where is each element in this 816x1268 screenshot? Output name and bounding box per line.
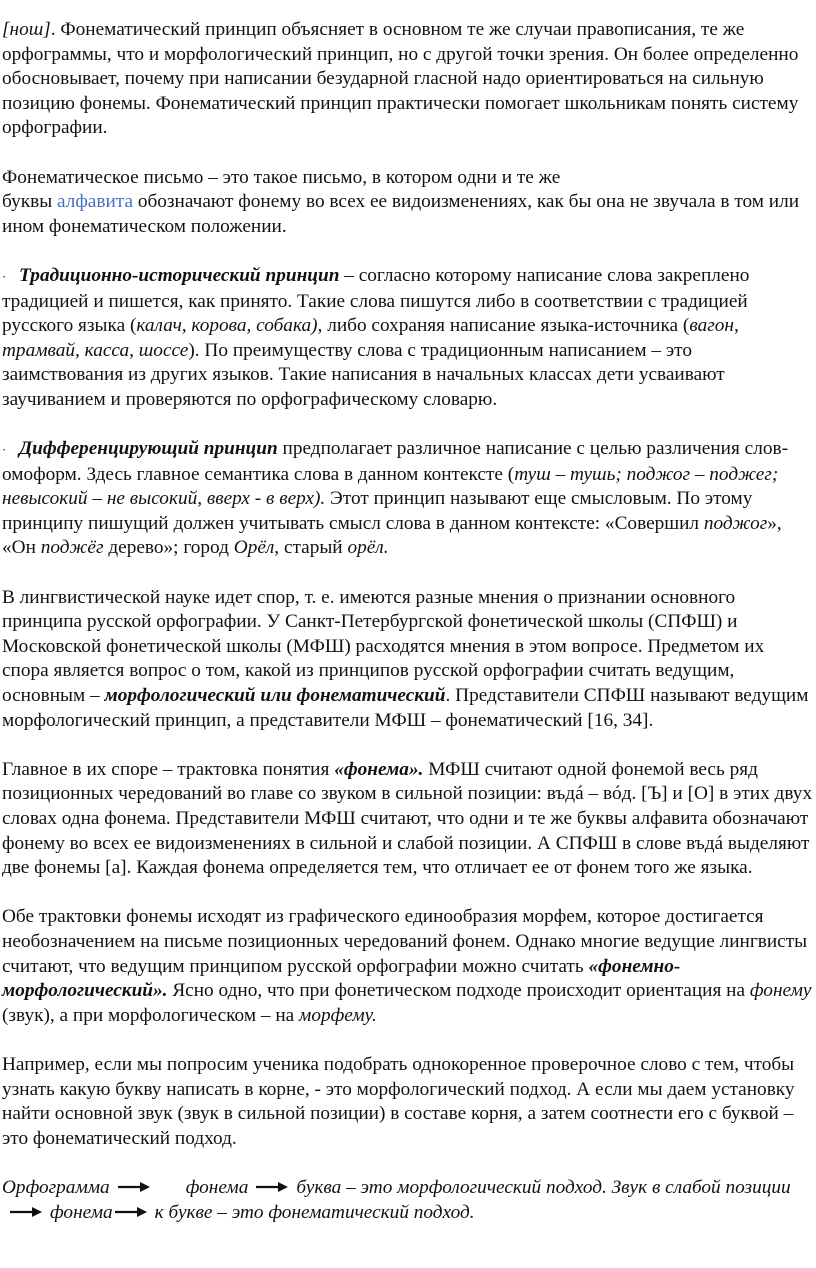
alphabet-link[interactable]: алфавита: [56, 191, 134, 213]
paragraph-text: . Фонематический принцип объясняет в основном те же случаи правописания, те же орфограммы, что и морфологический принцип, но с другой точки зрения. Он более определенно обосновывает, почему при написании безударной гласной надо ориентироваться на сильную позицию фонемы. Фонематический принцип практически помогает школьникам понять систему орфографии.: [2, 19, 799, 139]
term-differentiating-principle: Дифференцирующий принцип: [19, 438, 278, 460]
term-traditional-principle: Традиционно-исторический принцип: [19, 264, 340, 286]
right-arrow-icon: [10, 1201, 42, 1226]
paragraph-text: Фонематическое письмо – это такое письмо, в котором одни и те же: [2, 166, 561, 188]
example-words: вагон, трамвай, касса, шоссе: [2, 315, 739, 361]
paragraph-example-approach: [2, 1053, 814, 1151]
paragraph-phonematic-principle: [2, 18, 814, 141]
bullet-marker: ·: [2, 442, 7, 458]
paragraph-two-interpretations: [2, 905, 814, 1028]
example-words: фонему: [749, 980, 812, 1002]
paragraph-phoneme-concept: [2, 758, 814, 881]
paragraph-text: Главное в их споре – трактовка понятия: [2, 758, 335, 780]
phoneme-example: [нош]: [2, 19, 51, 40]
example-words: калач, корова, собака),: [136, 315, 323, 337]
paragraph-text: буквы: [2, 191, 57, 213]
schema-word: буква – это морфологический подход. Звук в слабой позиции: [296, 1176, 791, 1198]
paragraph-text: обозначают фонему во всех ее видоизменениях, как бы она не звучала в том или ином фонематическом положении.: [2, 191, 800, 237]
paragraph-text: предполагает различное написание с целью различения слов-омоформ. Здесь главное семантика слова в данном контексте (: [2, 438, 788, 485]
paragraph-text: (звук), а при морфологическом – на: [2, 1004, 300, 1026]
example-words: морфему.: [299, 1004, 377, 1026]
schema-word: к букве – это фонематический подход.: [154, 1201, 475, 1223]
example-words: поджог: [703, 512, 768, 534]
term-morph-or-phon: морфологический или фонематический: [104, 685, 446, 707]
paragraph-text: Ясно одно, что при фонетическом подходе происходит ориентация на: [167, 980, 750, 1002]
paragraph-phonematic-writing: [2, 166, 814, 240]
schema-word: фонема: [185, 1176, 249, 1198]
paragraph-text: либо сохраняя написание языка-источника (: [322, 315, 690, 337]
example-words: туш – тушь; поджог – поджег; невысокий – не высокий, вверх - в верх).: [2, 463, 779, 510]
paragraph-traditional-principle: [2, 264, 814, 413]
paragraph-text: Например, если мы попросим ученика подобрать однокоренное проверочное слово с тем, чтобы узнать какую букву написать в корне, - это морфологический подход. А если мы даем установку найти основной звук (звук в сильной позиции) в составе корня, а затем соотнести его с буквой – это фонематический подход.: [2, 1053, 795, 1149]
term-phoneme: «фонема».: [334, 758, 424, 780]
example-words: поджёг: [40, 537, 104, 559]
schema-word: фонема: [50, 1201, 113, 1223]
paragraph-text: . Представители СПФШ называют ведущим морфологический принцип, а представители МФШ – фонематический [16, 34].: [2, 685, 809, 731]
paragraph-differentiating-principle: [2, 437, 814, 561]
paragraph-text: , старый: [274, 537, 348, 559]
term-phonemic-morphological: «фонемно-морфологический».: [2, 955, 681, 1002]
right-arrow-icon: [115, 1201, 147, 1226]
paragraph-text: ). По преимуществу слова с традиционным написанием – это заимствования из других языков. Такие написания в начальных классах дети усваивают заучиванием и проверяются по орфографическому словарю.: [2, 339, 725, 410]
paragraph-approach-schema: [2, 1176, 814, 1226]
bullet-marker: ·: [2, 268, 7, 284]
paragraph-text: В лингвистической науке идет спор, т. е. имеются разные мнения о признании основного принципа русской орфографии. У Санкт-Петербургской фонетической школы (СПФШ) и Московской фонетической школы (МФШ) расходятся мнения в этом вопросе. Предметом их спора является вопрос о том, какой из принципов русской орфографии считать ведущим, основным –: [2, 586, 765, 707]
paragraph-text: », «Он: [2, 512, 782, 559]
paragraph-text: Этот принцип называют еще смысловым. По этому принципу пишущий должен учитывать смысл слова в данном контексте: «Совершил: [2, 488, 753, 534]
right-arrow-icon: [118, 1176, 150, 1201]
paragraph-text: дерево»; город: [103, 537, 234, 559]
schema-word: Орфограмма: [2, 1176, 110, 1198]
example-words: Орёл: [233, 537, 275, 559]
paragraph-text: Обе трактовки фонемы исходят из графического единообразия морфем, которое достигается необозначением на письме позиционных чередований фонем. Однако многие ведущие лингвисты считают, что ведущим принципом русской орфографии можно считать: [2, 906, 808, 977]
example-words: орёл.: [347, 537, 389, 559]
paragraph-text: – согласно которому написание слова закреплено традицией и пишется, как принято. Такие слова пишутся либо в соответствии с традицией русского языка (: [2, 264, 750, 337]
right-arrow-icon: [256, 1176, 288, 1201]
paragraph-linguistic-dispute: [2, 586, 814, 734]
paragraph-text: МФШ считают одной фонемой весь ряд позиционных чередований во главе со звуком в сильной позиции: въдá – вóд. [Ъ] и [О] в этих двух словах одна фонема. Представители МФШ считают, что одни и те же буквы алфавита обозначают фонему во всех ее видоизменениях в сильной и слабой позиции. А СПФШ в слове въдá выделяют две фонемы [а]. Каждая фонема определяется тем, что отличает ее от фонем того же языка.: [2, 758, 813, 879]
